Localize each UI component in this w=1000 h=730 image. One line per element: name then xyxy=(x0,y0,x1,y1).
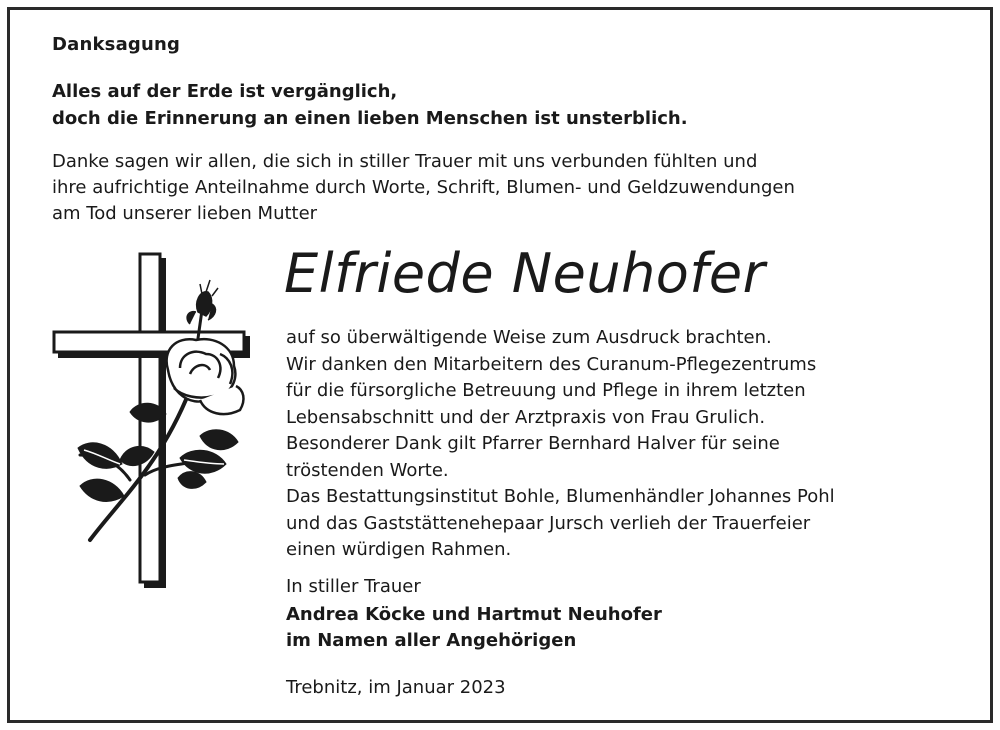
verse-line: Alles auf der Erde ist vergänglich, xyxy=(52,81,398,102)
body-line: und das Gaststättenehepaar Jursch verlieh der Trauerfeier xyxy=(286,512,811,534)
body-line: einen würdigen Rahmen. xyxy=(286,539,512,560)
body-line: auf so überwältigende Weise zum Ausdruck brachten. xyxy=(286,327,772,348)
intro-line: ihre aufrichtige Anteilnahme durch Worte, Schrift, Blumen- und Geldzuwendungen xyxy=(52,177,795,198)
body-paragraph xyxy=(286,325,966,564)
intro-line: am Tod unserer lieben Mutter xyxy=(52,203,318,224)
intro-line: Danke sagen wir allen, die sich in stiller Trauer mit uns verbunden fühlten und xyxy=(52,151,758,172)
verse xyxy=(52,78,688,132)
notice-heading: Danksagung xyxy=(52,34,181,55)
body-line: Lebensabschnitt und der Arztpraxis von Frau Grulich. xyxy=(286,406,766,428)
cross-with-rose-icon xyxy=(50,250,260,590)
deceased-name: Elfriede Neuhofer xyxy=(284,242,766,305)
signatories xyxy=(286,602,662,654)
body-line: tröstenden Worte. xyxy=(286,459,449,481)
signatory-line: im Namen aller Angehörigen xyxy=(286,630,577,651)
closing-phrase: In stiller Trauer xyxy=(286,576,421,597)
intro-paragraph xyxy=(52,149,952,227)
signatory-line: Andrea Köcke und Hartmut Neuhofer xyxy=(286,604,662,625)
body-line: für die fürsorgliche Betreuung und Pflege in ihrem letzten xyxy=(286,380,806,401)
place-date: Trebnitz, im Januar 2023 xyxy=(286,677,506,698)
body-line: Das Bestattungsinstitut Bohle, Blumenhändler Johannes Pohl xyxy=(286,486,835,507)
verse-line: doch die Erinnerung an einen lieben Menschen ist unsterblich. xyxy=(52,108,688,129)
body-line: Besonderer Dank gilt Pfarrer Bernhard Halver für seine xyxy=(286,433,780,454)
body-line: Wir danken den Mitarbeitern des Curanum-Pflegezentrums xyxy=(286,353,817,375)
